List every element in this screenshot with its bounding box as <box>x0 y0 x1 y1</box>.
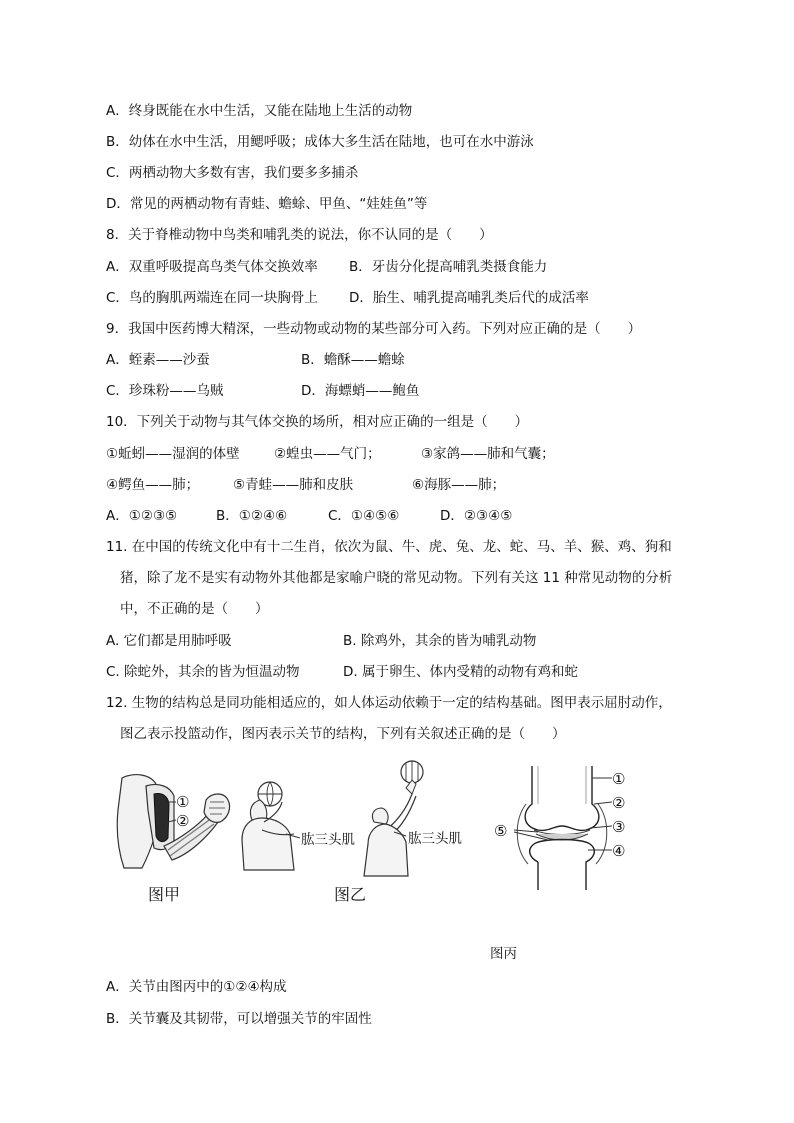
q11-stem-line-3: 中，不正确的是（ ） <box>120 601 269 617</box>
q10-item-1: ①蚯蚓——湿润的体壁 <box>106 446 240 462</box>
q9-option-a: A．蛭素——沙蚕 <box>106 352 210 368</box>
q11-option-a: A. 它们都是用肺呼吸 <box>106 633 232 649</box>
q10-stem: 10．下列关于动物与其气体交换的场所，相对应正确的一组是（ ） <box>106 414 529 430</box>
q11-option-c: C. 除蛇外，其余的皆为恒温动物 <box>106 664 300 680</box>
q10-item-5: ⑤青蛙——肺和皮肤 <box>233 477 354 493</box>
q12-option-a: A．关节由图丙中的①②④构成 <box>106 979 287 995</box>
figure-yi-caption: 图乙 <box>334 885 367 904</box>
figure-bing-label-4: ④ <box>612 842 626 860</box>
q11-option-b: B. 除鸡外，其余的皆为哺乳动物 <box>343 633 537 649</box>
q8-stem: 8．关于脊椎动物中鸟类和哺乳类的说法，你不认同的是（ ） <box>106 227 493 243</box>
q12-stem-line-1: 12. 生物的结构总是同功能相适应的，如人体运动依赖于一定的结构基础。图甲表示屈肘动作， <box>106 695 672 711</box>
q8-option-d: D．胎生、哺乳提高哺乳类后代的成活率 <box>349 290 589 306</box>
q9-option-c: C．珍珠粉——乌贼 <box>106 383 224 399</box>
q10-item-6: ⑥海豚——肺； <box>412 477 506 493</box>
q11-stem-line-2: 猪，除了龙不是实有动物外其他都是家喻户晓的常见动物。下列有关这 11 种常见动物的分析 <box>120 570 673 586</box>
q8-option-c: C．鸟的胸肌两端连在同一块胸骨上 <box>106 290 318 306</box>
q11-stem-line-1: 11. 在中国的传统文化中有十二生肖，依次为鼠、牛、虎、兔、龙、蛇、马、羊、猴、鸡、狗和 <box>106 539 672 555</box>
q8-option-b: B．牙齿分化提高哺乳类摄食能力 <box>349 259 548 275</box>
figure-yi-muscle-label-left: 肱三头肌 <box>301 832 355 848</box>
figure-jia-caption: 图甲 <box>148 885 181 904</box>
q11-option-d: D. 属于卵生、体内受精的动物有鸡和蛇 <box>343 664 578 680</box>
q8-option-a: A．双重呼吸提高鸟类气体交换效率 <box>106 259 318 275</box>
q10-option-b: B．①②④⑥ <box>216 508 288 524</box>
q9-stem: 9．我国中医药博大精深，一些动物或动物的某些部分可入药。下列对应正确的是（ ） <box>106 321 642 337</box>
q9-option-b: B．蟾酥——蟾蜍 <box>301 352 405 368</box>
q12-stem-line-2: 图乙表示投篮动作，图丙表示关节的结构，下列有关叙述正确的是（ ） <box>120 726 566 742</box>
q10-option-d: D．②③④⑤ <box>440 508 513 524</box>
q10-option-a: A．①②③⑤ <box>106 508 178 524</box>
q10-item-2: ②蝗虫——气门； <box>274 446 381 462</box>
figure-bing-label-3: ③ <box>612 818 626 836</box>
q9-option-d: D．海螵蛸——鲍鱼 <box>301 383 420 399</box>
figure-bing-label-1: ① <box>612 770 626 788</box>
q7-option-c: C．两栖动物大多数有害，我们要多多捕杀 <box>106 165 359 181</box>
q10-option-c: C．①④⑤⑥ <box>328 508 400 524</box>
figure-bing-joint-diagram <box>508 764 618 894</box>
q10-item-3: ③家鸽——肺和气囊； <box>421 446 555 462</box>
figure-bing-label-5: ⑤ <box>494 822 508 840</box>
q10-item-4: ④鳄鱼——肺； <box>106 477 200 493</box>
q12-option-b: B．关节囊及其韧带，可以增强关节的牢固性 <box>106 1011 372 1027</box>
q7-option-d: D．常见的两栖动物有青蛙、蟾蜍、甲鱼、“娃娃鱼”等 <box>106 196 428 212</box>
figure-yi-muscle-label-right: 肱三头肌 <box>408 831 462 847</box>
figure-bing-label-2: ② <box>612 794 626 812</box>
figure-yi-shooting-diagram <box>236 760 466 880</box>
q7-option-b: B．幼体在水中生活，用鳃呼吸；成体大多生活在陆地，也可在水中游泳 <box>106 134 534 150</box>
figure-jia-label-1: ① <box>176 793 190 811</box>
q7-option-a: A．终身既能在水中生活，又能在陆地上生活的动物 <box>106 103 413 119</box>
figure-jia-label-2: ② <box>176 812 190 830</box>
figure-bing-caption: 图丙 <box>490 946 517 962</box>
